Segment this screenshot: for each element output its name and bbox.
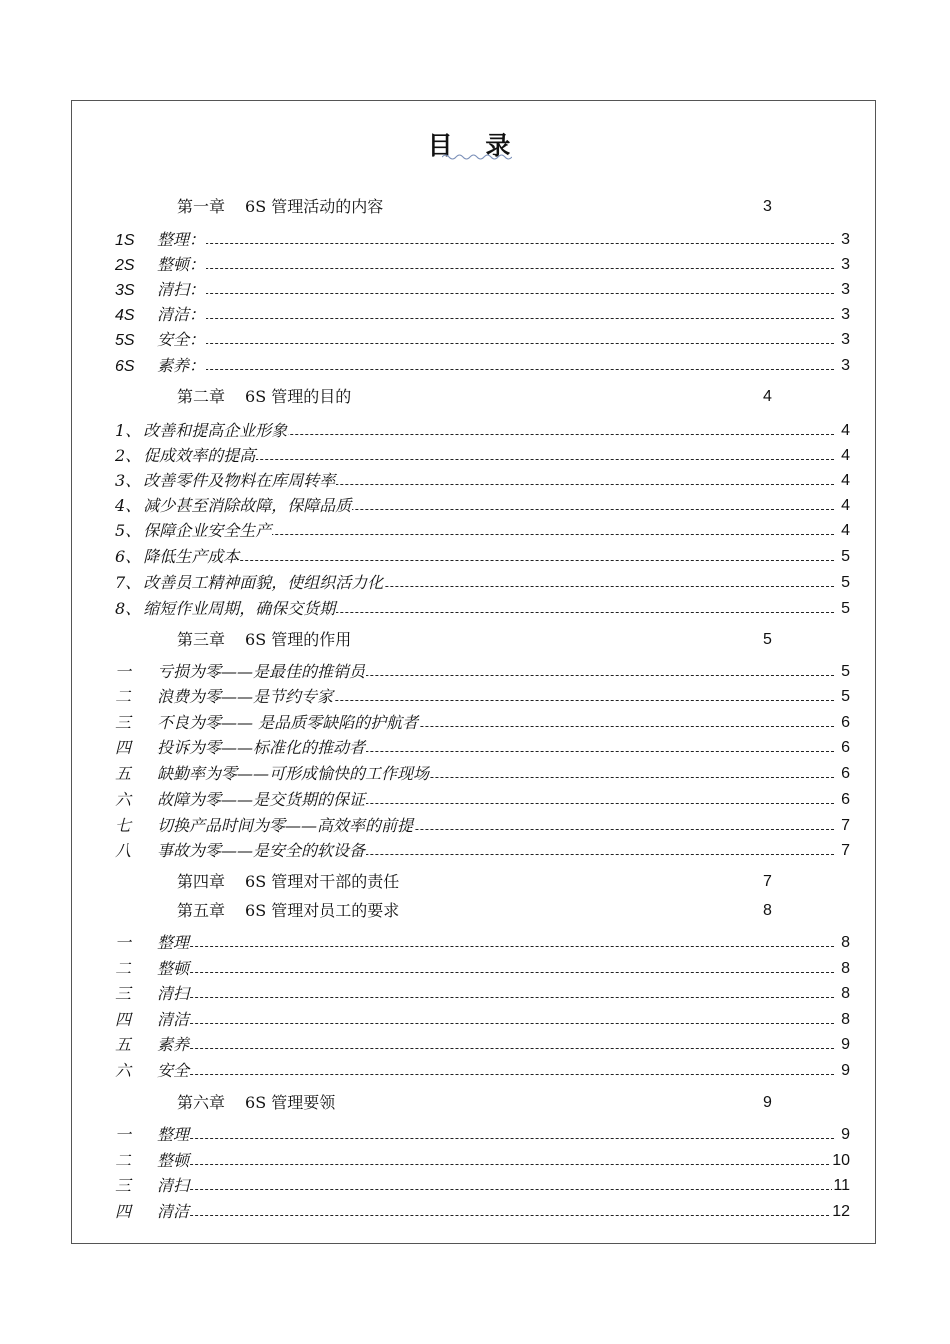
entry-marker: 六 [115,1061,132,1080]
entry-page-number: 6 [840,736,850,760]
entry-label [115,354,206,379]
entry-text: 切换产品时间为零——高效率的前提 [157,816,414,835]
entry-marker: 一 [115,933,132,952]
chapter-heading[interactable] [177,385,777,409]
entry-marker: 2、 [115,446,142,465]
entry-marker: 四 [115,738,132,757]
dash-leader [115,1074,834,1075]
entry-label [115,931,190,955]
toc-entry[interactable] [115,711,850,735]
dash-leader [115,946,834,947]
entry-marker: 6、 [115,547,142,566]
entry-text: 亏损为零——是最佳的推销员 [157,662,366,681]
toc-entry[interactable] [115,814,850,838]
entry-page-number: 4 [840,419,850,443]
entry-text: 安全： [157,330,206,349]
toc-entry[interactable] [115,957,850,981]
entry-text: 清洁 [157,1202,190,1221]
toc-entry[interactable] [115,931,850,955]
entry-marker: 3S [115,282,135,299]
entry-marker: 五 [115,764,132,783]
entry-page-number: 5 [840,660,850,684]
chapter-number: 第五章 [177,901,226,920]
entry-page-number: 4 [840,494,850,518]
entry-page-number: 3 [840,278,850,302]
toc-entry[interactable] [115,494,850,518]
chapter-number: 第三章 [177,630,226,649]
entry-text: 事故为零——是安全的软设备 [157,841,366,860]
entry-page-number: 8 [840,1008,850,1032]
entry-label [115,545,240,569]
entry-page-number: 8 [840,982,850,1006]
entry-text: 清扫： [157,280,206,299]
entry-page-number: 12 [831,1200,850,1224]
entry-text: 整顿 [157,1151,190,1170]
dash-leader [115,343,834,344]
entry-text: 故障为零——是交货期的保证 [157,790,366,809]
dash-leader [115,1048,834,1049]
toc-entry[interactable] [115,1200,850,1224]
dash-leader [115,997,834,998]
chapter-heading[interactable] [177,628,777,652]
toc-entry[interactable] [115,354,850,378]
entry-label [115,736,366,760]
entry-text: 整理： [157,230,206,249]
entry-label [115,1174,190,1198]
entry-text: 清洁 [157,1010,190,1029]
entry-label [115,328,206,353]
entry-label [115,469,336,493]
entry-marker: 1S [115,232,135,249]
chapter-page-number: 5 [763,631,772,648]
entry-label [115,278,206,303]
entry-text: 清扫 [157,984,190,1003]
entry-page-number: 3 [840,303,850,327]
entry-page-number: 7 [840,839,850,863]
toc-entry[interactable] [115,1149,850,1173]
dash-leader [115,268,834,269]
entry-text: 不良为零—— 是品质零缺陷的护航者 [157,713,419,732]
toc-entry[interactable] [115,519,850,543]
entry-label [115,303,206,328]
entry-marker: 四 [115,1202,132,1221]
entry-page-number: 5 [840,685,850,709]
chapter-heading[interactable] [177,899,777,923]
toc-entry[interactable] [115,685,850,709]
entry-marker: 一 [115,662,132,681]
entry-page-number: 9 [840,1123,850,1147]
toc-entry[interactable] [115,228,850,252]
entry-label [115,788,366,812]
dash-leader [115,318,834,319]
toc-entry[interactable] [115,444,850,468]
entry-marker: 三 [115,1176,132,1195]
entry-marker: 5、 [115,521,142,540]
toc-entry[interactable] [115,1033,850,1057]
chapter-title: 6S 管理的目的 [245,387,352,406]
entry-text: 整理 [157,933,190,952]
chapter-number: 第一章 [177,197,226,216]
entry-page-number: 8 [840,931,850,955]
entry-page-number: 3 [840,228,850,252]
entry-page-number: 11 [832,1174,850,1198]
entry-marker: 三 [115,713,132,732]
entry-text: 降低生产成本 [143,547,240,566]
entry-label [115,1033,190,1057]
entry-marker: 7、 [115,573,142,592]
toc-entry[interactable] [115,469,850,493]
entry-page-number: 4 [840,444,850,468]
entry-label [115,597,336,621]
chapter-heading[interactable] [177,195,777,219]
entry-text: 清扫 [157,1176,190,1195]
entry-marker: 一 [115,1125,132,1144]
entry-label [115,982,190,1006]
chapter-page-number: 7 [763,873,772,890]
entry-label [115,762,430,786]
chapter-page-number: 8 [763,902,772,919]
entry-label [115,839,366,863]
chapter-title: 6S 管理的作用 [245,630,352,649]
dash-leader [115,1164,834,1165]
chapter-heading[interactable] [177,1091,777,1115]
toc-entry[interactable] [115,278,850,302]
entry-text: 整顿 [157,959,190,978]
entry-marker: 2S [115,257,135,274]
toc-entry[interactable] [115,839,850,863]
entry-marker: 五 [115,1035,132,1054]
chapter-title: 6S 管理活动的内容 [245,197,384,216]
entry-text: 素养： [157,356,206,375]
chapter-page-number: 3 [763,198,772,215]
entry-page-number: 6 [840,788,850,812]
toc-entry[interactable] [115,762,850,786]
entry-text: 浪费为零——是节约专家 [157,687,334,706]
toc-entry[interactable] [115,1174,850,1198]
toc-entry[interactable] [115,736,850,760]
toc-entry[interactable] [115,788,850,812]
entry-marker: 二 [115,687,132,706]
entry-page-number: 4 [840,519,850,543]
entry-label [115,1008,190,1032]
entry-label [115,228,206,253]
toc-entry[interactable] [115,303,850,327]
entry-label [115,711,419,735]
title-underline-wave [442,153,512,161]
entry-marker: 5S [115,332,135,349]
chapter-number: 第四章 [177,872,226,891]
entry-label [115,685,334,709]
entry-marker: 6S [115,358,135,375]
chapter-heading[interactable] [177,870,777,894]
toc-entry[interactable] [115,1059,850,1083]
entry-marker: 四 [115,1010,132,1029]
entry-marker: 二 [115,1151,132,1170]
entry-marker: 六 [115,790,132,809]
entry-text: 素养 [157,1035,190,1054]
entry-marker: 3、 [115,471,142,490]
entry-text: 改善零件及物料在库周转率 [143,471,336,490]
chapter-title: 6S 管理对员工的要求 [245,901,400,920]
dash-leader [115,1023,834,1024]
dash-leader [115,972,834,973]
toc-entry[interactable] [115,419,850,443]
entry-page-number: 9 [840,1033,850,1057]
entry-label [115,957,190,981]
toc-entry[interactable] [115,253,850,277]
chapter-number: 第六章 [177,1093,226,1112]
entry-label [115,253,206,278]
entry-page-number: 5 [840,571,850,595]
entry-label [115,444,256,468]
entry-text: 投诉为零——标准化的推动者 [157,738,366,757]
entry-marker: 七 [115,816,132,835]
entry-page-number: 8 [840,957,850,981]
entry-page-number: 3 [840,354,850,378]
entry-label [115,519,272,543]
entry-text: 改善员工精神面貌，使组织活力化 [143,573,384,592]
entry-text: 改善和提高企业形象 [143,421,288,440]
dash-leader [115,369,834,370]
entry-marker: 8、 [115,599,142,618]
entry-text: 缩短作业周期，确保交货期 [143,599,336,618]
toc-title: 目 录 [427,131,523,160]
dash-leader [115,1189,834,1190]
chapter-number: 第二章 [177,387,226,406]
entry-page-number: 5 [840,597,850,621]
toc-entry[interactable] [115,1008,850,1032]
entry-label [115,1149,190,1173]
dash-leader [115,243,834,244]
chapter-title: 6S 管理对干部的责任 [245,872,400,891]
entry-text: 整顿： [157,255,206,274]
entry-text: 保障企业安全生产 [143,521,272,540]
toc-entry[interactable] [115,328,850,352]
dash-leader [115,1215,834,1216]
entry-page-number: 3 [840,253,850,277]
entry-text: 安全 [157,1061,190,1080]
entry-marker: 1、 [115,421,142,440]
toc-entry[interactable] [115,545,850,569]
entry-page-number: 7 [840,814,850,838]
entry-text: 促成效率的提高 [143,446,256,465]
entry-label [115,571,384,595]
entry-marker: 八 [115,841,132,860]
entry-page-number: 9 [840,1059,850,1083]
entry-label [115,660,366,684]
chapter-title: 6S 管理要领 [245,1093,336,1112]
entry-page-number: 4 [840,469,850,493]
toc-entry[interactable] [115,571,850,595]
entry-text: 缺勤率为零——可形成愉快的工作现场 [157,764,430,783]
chapter-page-number: 9 [763,1094,772,1111]
entry-marker: 三 [115,984,132,1003]
entry-text: 清洁： [157,305,206,324]
entry-label [115,1200,190,1224]
toc-entry[interactable] [115,1123,850,1147]
entry-label [115,1059,190,1083]
entry-label [115,814,414,838]
toc-entry[interactable] [115,597,850,621]
entry-marker: 4、 [115,496,142,515]
entry-page-number: 5 [840,545,850,569]
entry-marker: 4S [115,307,135,324]
chapter-page-number: 4 [763,388,772,405]
dash-leader [115,1138,834,1139]
entry-page-number: 6 [840,762,850,786]
entry-label [115,419,288,443]
entry-text: 整理 [157,1125,190,1144]
entry-page-number: 6 [840,711,850,735]
entry-page-number: 10 [831,1149,850,1173]
dash-leader [115,293,834,294]
entry-text: 减少甚至消除故障，保障品质 [143,496,352,515]
toc-entry[interactable] [115,982,850,1006]
entry-marker: 二 [115,959,132,978]
entry-label [115,1123,190,1147]
toc-entry[interactable] [115,660,850,684]
entry-label [115,494,352,518]
entry-page-number: 3 [840,328,850,352]
